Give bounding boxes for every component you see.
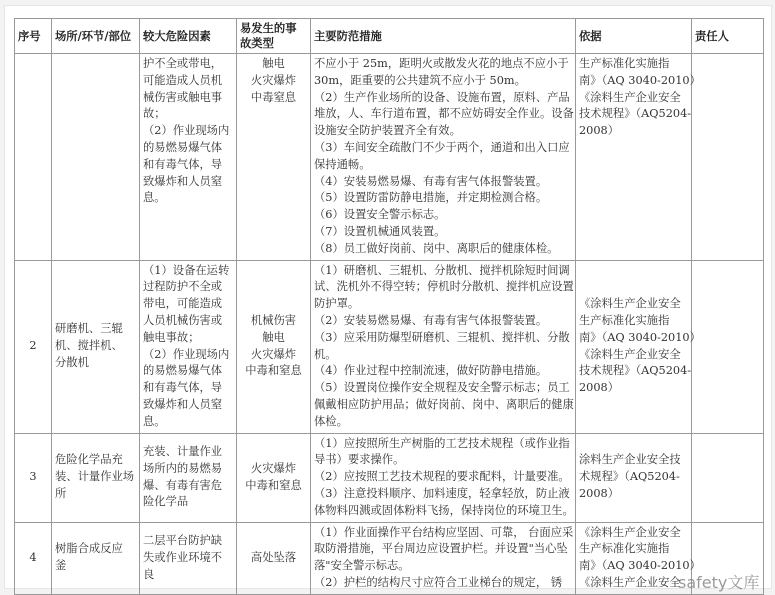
cell-line: 分散机 <box>55 355 89 369</box>
cell-line: （7）设置机械通风装置。 <box>314 224 446 238</box>
cell-line: 中毒和窒息 <box>245 364 302 378</box>
cell-line: （5）设置岗位操作安全规程及安全警示标志；员工 <box>314 381 570 395</box>
cell-responsible <box>692 54 764 261</box>
cell-line: 落"安全警示标志。 <box>314 559 410 573</box>
cell-line: 取防滑措施，平台周边应设置护栏。并设置"当心坠 <box>314 542 568 556</box>
cell-line: 保持通畅。 <box>314 157 371 171</box>
cell-line: 险化学品 <box>143 495 189 509</box>
cell-line: 中毒窒息 <box>250 90 297 104</box>
cell-line: 致爆炸和人员窒 <box>143 397 223 411</box>
cell-line: 南》（AQ 3040-2010） <box>579 559 701 573</box>
cell-line: 南》（AQ 3040-2010） <box>579 73 701 87</box>
cell-line: 机械伤害 <box>250 313 297 327</box>
header-place: 场所/环节/部位 <box>52 19 140 54</box>
cell-line: （5）设置防雷防静电措施，并定期检测合格。 <box>314 191 548 205</box>
header-accident-type: 易发生的事故类型 <box>237 19 311 54</box>
cell-line: 机、搅拌机、 <box>55 339 123 353</box>
cell-line: （3）车间安全疏散门不少于两个，通道和出入口应 <box>314 140 570 154</box>
cell-line: 的易燃易爆气体 <box>143 140 223 154</box>
cell-line: 体物料四溅或固体粉料飞扬，保持岗位的环境卫生。 <box>314 503 574 517</box>
cell-line: 研磨机、三辊 <box>55 322 123 336</box>
cell-line: 防护罩。 <box>314 297 360 311</box>
cell-line: 火灾爆炸 <box>250 347 297 361</box>
cell-place <box>52 433 140 522</box>
cell-line: 技术规程》（AQ5204- <box>579 364 692 378</box>
cell-hazards <box>140 54 237 261</box>
cell-line: （2）安装易燃易爆、有毒有害气体报警装置。 <box>314 313 548 327</box>
table-row <box>15 260 764 433</box>
cell-measures <box>311 260 576 433</box>
cell-line: 生产标准化实施指 <box>579 313 670 327</box>
cell-line: 《涂料生产企业安全 <box>579 575 681 589</box>
cell-line: 《涂料生产企业安全 <box>579 347 681 361</box>
cell-line: 致爆炸和人员窒 <box>143 174 223 188</box>
table-row <box>15 54 764 261</box>
header-row <box>15 19 764 54</box>
cell-line: 《涂料生产企业安全 <box>579 297 681 311</box>
cell-line: 装、计量作业场 <box>55 470 135 484</box>
cell-line: （8）员工做好岗前、岗中、离职后的健康体检。 <box>314 241 559 255</box>
cell-line: 息。 <box>143 414 166 428</box>
cell-line: 触电 <box>262 330 285 344</box>
cell-line: 堆放，人、车行道布置，都不应妨碍安全作业。设备 <box>314 107 574 121</box>
cell-line: 2008） <box>579 381 620 395</box>
cell-line: （1）应按照所生产树脂的工艺技术规程（或作业指 <box>314 436 570 450</box>
header-no: 序号 <box>15 19 52 54</box>
header-responsible: 责任人 <box>692 19 764 54</box>
cell-line: 《涂料生产企业安全 <box>579 525 681 539</box>
cell-line: 南》（AQ 3040-2010） <box>579 330 701 344</box>
watermark: safety文库 <box>678 573 760 592</box>
cell-line: 生产标准化实施指 <box>579 542 670 556</box>
cell-line: 涂料生产企业安全技 <box>579 453 681 467</box>
cell-hazards <box>140 260 237 433</box>
cell-basis <box>576 522 701 594</box>
cell-line: 场所内的易燃易 <box>143 461 223 475</box>
hazard-table <box>14 18 764 595</box>
cell-line: 高处坠落 <box>250 550 297 564</box>
cell-accident-type <box>237 54 311 261</box>
cell-line: 体检。 <box>314 414 348 428</box>
cell-basis <box>576 54 701 261</box>
cell-line: （1）作业面操作平台结构应坚固、可靠， 台面应采 <box>314 525 574 539</box>
cell-line: （1）设备在运转 <box>143 263 230 277</box>
cell-measures <box>311 54 576 261</box>
cell-accident-type <box>237 433 311 522</box>
cell-line: 火灾爆炸 <box>250 73 297 87</box>
cell-line: （3）应采用防爆型研磨机、三辊机、搅拌机、分散 <box>314 330 570 344</box>
cell-line: 可能造成人员机 <box>143 73 223 87</box>
cell-line: （2）作业现场内 <box>143 124 230 138</box>
cell-line: 危险化学品充 <box>55 453 123 467</box>
cell-line: 爆、有毒有害危 <box>143 478 223 492</box>
cell-responsible <box>692 260 764 433</box>
cell-line: （2）护栏的结构尺寸应符合工业梯台的规定， 锈 <box>314 575 563 589</box>
cell-measures <box>311 433 576 522</box>
cell-line: 充装、计量作业 <box>143 444 223 458</box>
table-row <box>15 522 764 594</box>
cell-line: 失或作业环境不 <box>143 550 223 564</box>
cell-measures <box>311 522 576 594</box>
cell-accident-type <box>237 522 311 594</box>
cell-line: 带电，可能造成 <box>143 297 223 311</box>
cell-line: 设施安全防护装置齐全有效。 <box>314 124 461 138</box>
table-row <box>15 433 764 522</box>
cell-line: 30m，距重要的公共建筑不应小于 50m。 <box>314 73 526 87</box>
cell-no: 4 <box>15 522 52 594</box>
cell-line: 二层平台防护缺 <box>143 533 223 547</box>
cell-line: 中毒和窒息 <box>245 478 302 492</box>
cell-place <box>52 522 140 594</box>
cell-line: 《涂料生产企业安全 <box>579 90 681 104</box>
cell-line: （3）注意投料顺序、加料速度，轻拿轻放，防止液 <box>314 486 570 500</box>
cell-line: （2）生产作业场所的设备、设施布置，原料、产品 <box>314 90 570 104</box>
cell-line: 息。 <box>143 191 166 205</box>
cell-line: （4）安装易燃易爆、有毒有害气体报警装置。 <box>314 174 548 188</box>
cell-line: 火灾爆炸 <box>250 461 297 475</box>
cell-basis <box>576 260 701 433</box>
cell-line: 过程防护不全或 <box>143 280 223 294</box>
cell-line: （4）作业过程中控制流速，做好防静电措施。 <box>314 364 548 378</box>
cell-line: 2008） <box>579 124 620 138</box>
cell-line: 佩戴相应防护用品；做好岗前、岗中、离职后的健康 <box>314 397 574 411</box>
cell-line: 触电 <box>262 57 285 70</box>
cell-line: 树脂合成反应 <box>55 542 123 556</box>
cell-line: 生产标准化实施指 <box>579 57 670 70</box>
cell-no <box>15 54 52 261</box>
cell-line: 技术规程》（AQ5204- <box>579 107 692 121</box>
cell-line: 的易燃易爆气体 <box>143 364 223 378</box>
cell-line: （2）应按照工艺技术规程的要求配料，计量要准。 <box>314 470 570 484</box>
cell-line: 故； <box>143 107 166 121</box>
cell-line: （6）设置安全警示标志。 <box>314 208 446 222</box>
cell-basis <box>576 433 692 522</box>
cell-line: 不应小于 25m，距明火或散发火花的地点不应小于 <box>314 57 569 70</box>
cell-hazards <box>140 433 237 522</box>
cell-line: 和有毒气体，导 <box>143 381 223 395</box>
cell-no: 3 <box>15 433 52 522</box>
cell-accident-type <box>237 260 311 433</box>
cell-line: 所 <box>55 486 67 500</box>
cell-line: （2）作业现场内 <box>143 347 230 361</box>
cell-line: 导书）要求操作。 <box>314 453 405 467</box>
cell-line: 触电事故； <box>143 330 200 344</box>
header-measures: 主要防范措施 <box>311 19 576 54</box>
cell-line: 械伤害或触电事 <box>143 90 223 104</box>
cell-line: 釜 <box>55 559 67 573</box>
cell-line: 机。 <box>314 347 337 361</box>
cell-line: 术规程》（AQ5204- <box>579 470 680 484</box>
cell-line: 护不全或带电， <box>143 57 223 70</box>
cell-line: 2008） <box>579 486 620 500</box>
cell-line: 人员机械伤害或 <box>143 313 223 327</box>
cell-line: （1）研磨机、三辊机、分散机、搅拌机除短时间调 <box>314 263 570 277</box>
header-basis: 依据 <box>576 19 692 54</box>
cell-place <box>52 54 140 261</box>
cell-no: 2 <box>15 260 52 433</box>
cell-hazards <box>140 522 237 594</box>
header-hazards: 较大危险因素 <box>140 19 237 54</box>
cell-line: 良 <box>143 567 155 581</box>
cell-responsible <box>692 433 764 522</box>
cell-place <box>52 260 140 433</box>
cell-line: 试、洗机外不得空转；停机时分散机、搅拌机应设置 <box>314 280 574 294</box>
cell-line: 和有毒气体，导 <box>143 157 223 171</box>
